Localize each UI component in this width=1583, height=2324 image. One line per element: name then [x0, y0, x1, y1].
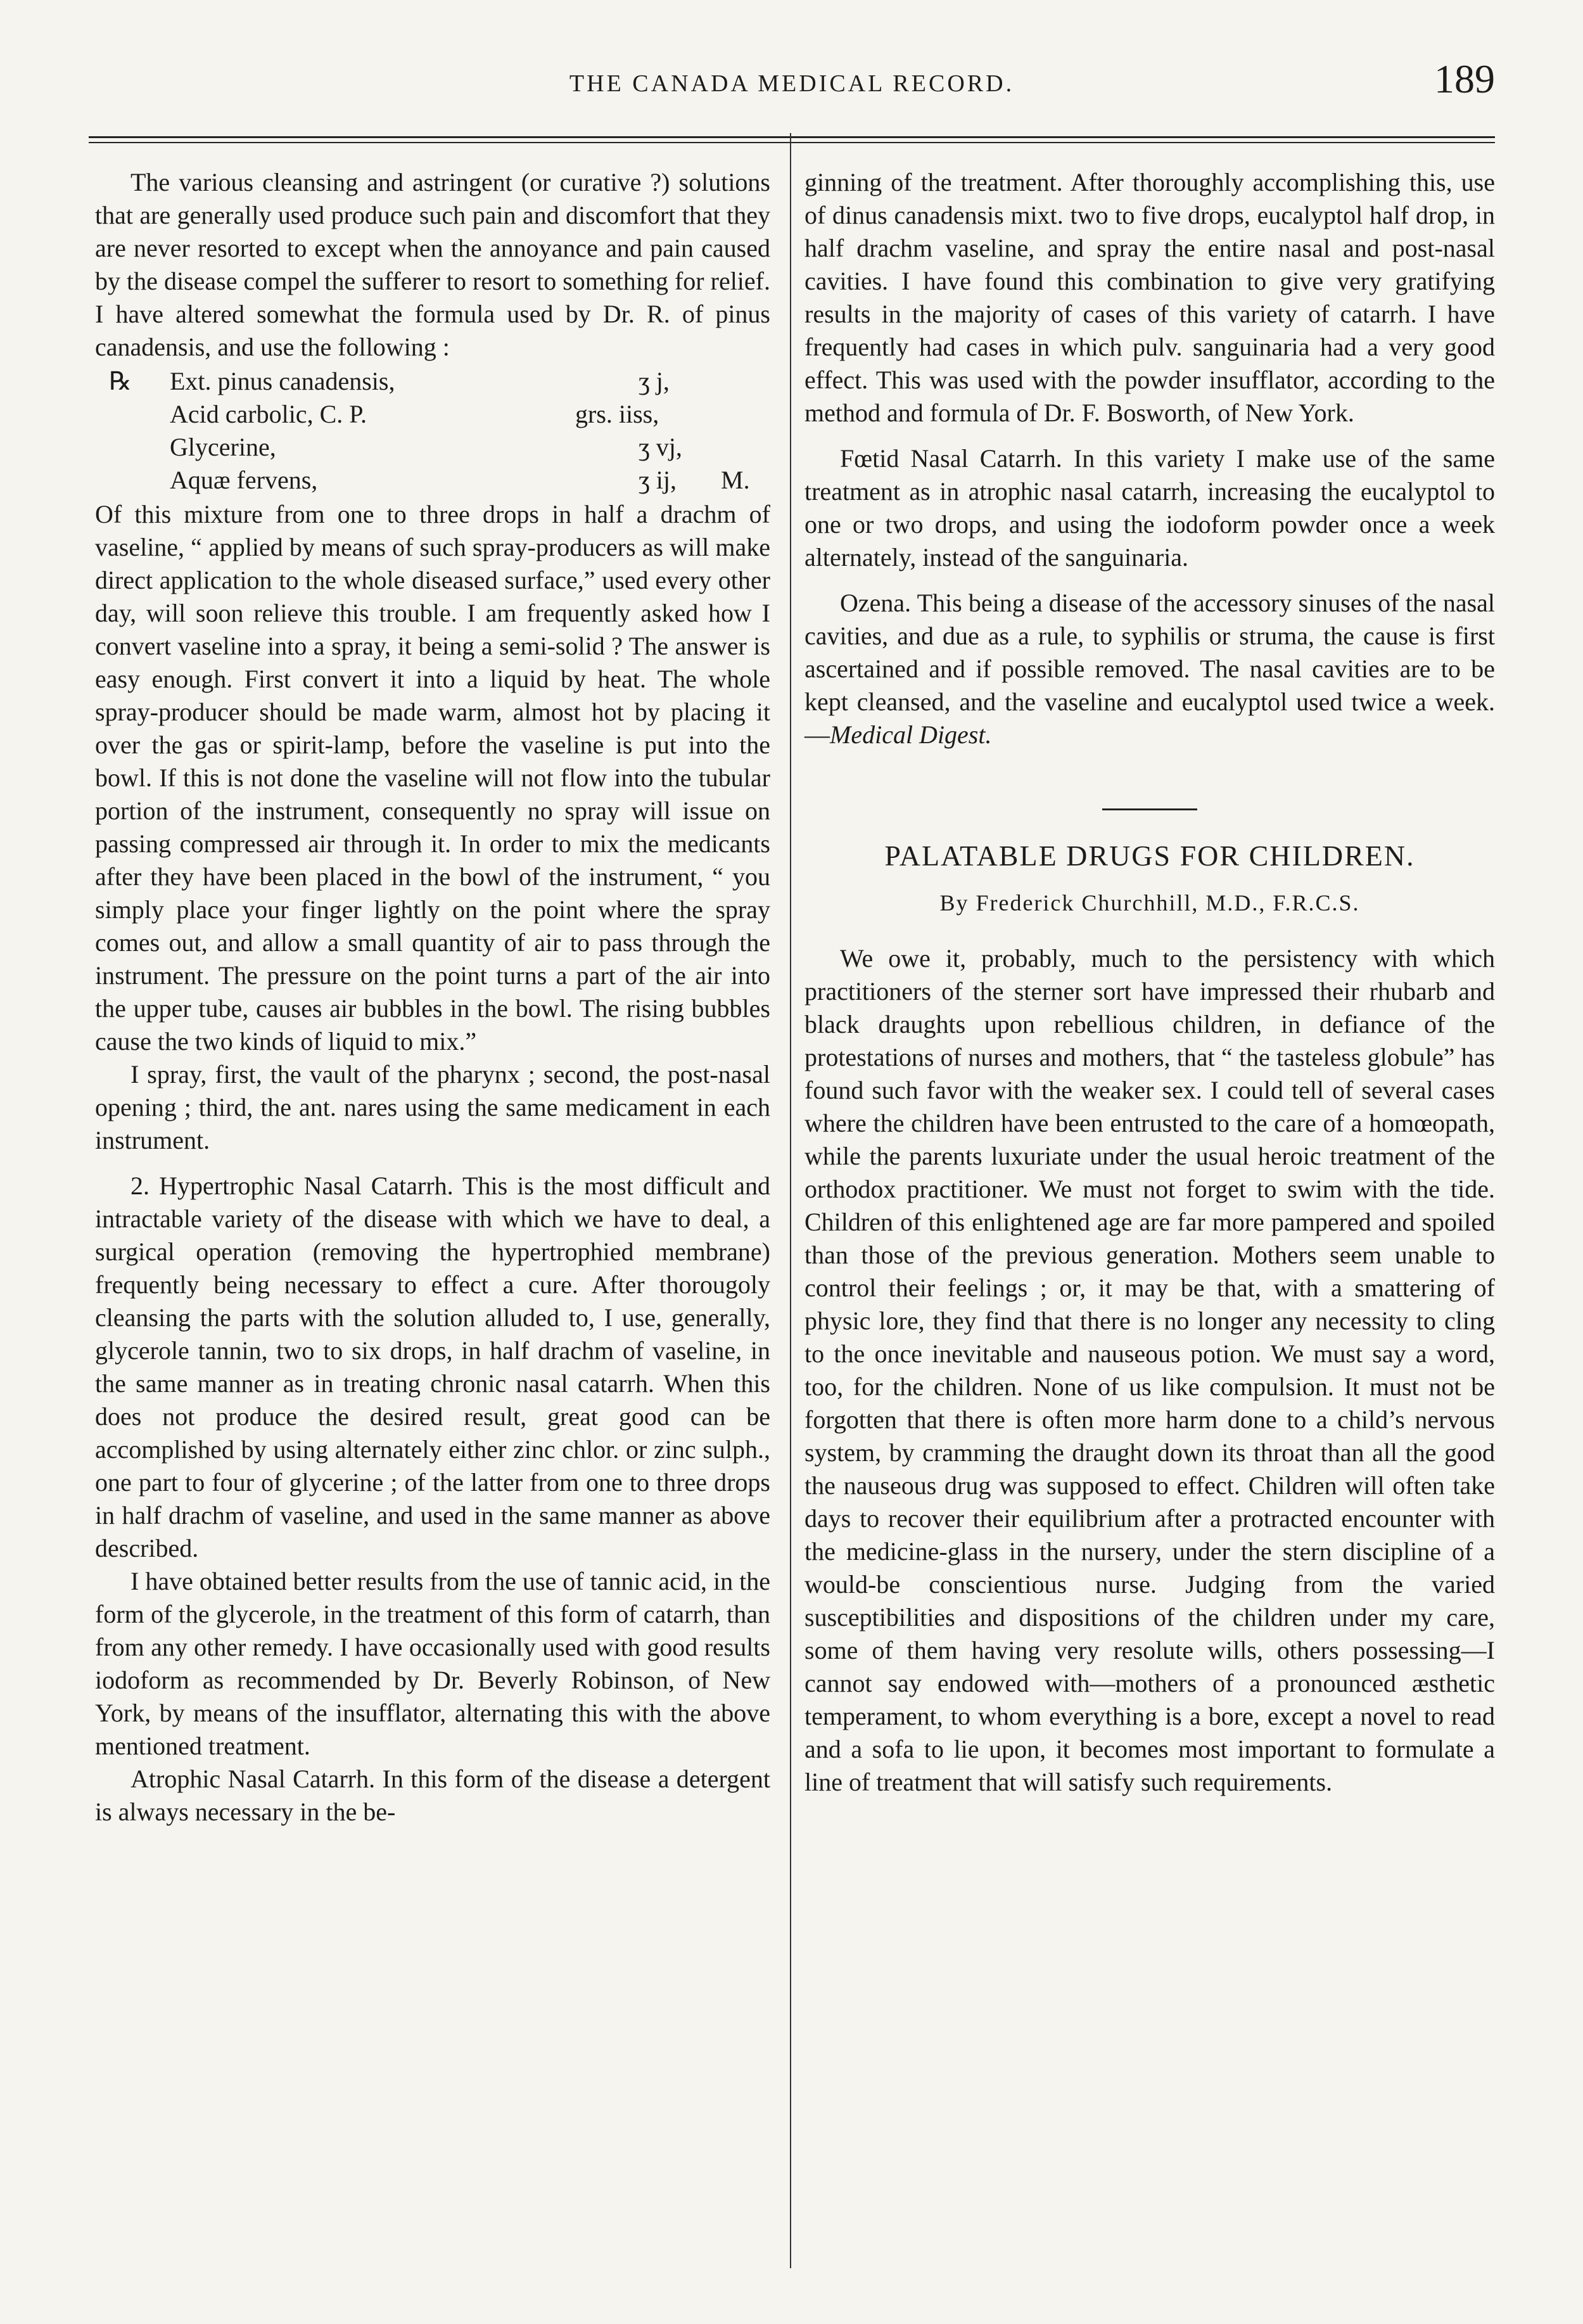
amount: ʒ ij, — [639, 466, 677, 494]
prescription-line — [170, 431, 770, 464]
paragraph: Of this mixture from one to three drops in half a drachm of vaseline, “ applied by means of such spray-producers as will make direct application to the whole diseased surface,” used every other day, will soon relieve this trouble. I am frequently asked how I convert vaseline into a spray, it being a semi-solid ? The answer is easy enough. First convert it into a liquid by heat. The whole spray-producer should be made warm, almost hot by placing it over the gas or spirit-lamp, before the vaseline is put into the bowl. If this is not done the vaseline will not flow into the tubular portion of the instrument, consequently no spray will issue on passing compressed air through it. In order to mix the medicants after they have been placed in the bowl of the instrument, “ you simply place your finger lightly on the point where the spray comes out, and allow a small quantity of air to pass through the instrument. The pressure on the point turns a part of the air into the upper tube, causes air bubbles in the bowl. The rising bubbles cause the two kinds of liquid to mix.” — [95, 500, 770, 1056]
source-citation: Medical Digest. — [830, 720, 992, 749]
amount: ʒ vj, — [639, 433, 682, 461]
ingredient: Glycerine, — [170, 433, 276, 461]
paragraph: ginning of the treatment. After thoroughly accomplishing this, use of dinus canadensis mixt. two to five drops, eucalyptol half drop, in half drachm vaseline, and spray the entire nasal and post-nasal cavities. I have found this combination to give very gratifying results in the majority of cases of this variety of catarrh. I have frequently had cases in which pulv. sanguinaria had a very good effect. This was used with the powder insufflator, according to the method and formula of Dr. F. Bosworth, of New York. — [804, 168, 1495, 427]
header-rule-thin — [89, 142, 1495, 143]
paragraph: I have obtained better results from the use of tannic acid, in the form of the glycerole, in the treatment of this form of catarrh, than from any other remedy. I have occasionally used with good results iodoform as recommended by Dr. Beverly Robinson, of New York, by means of the insufflator, alternating this with the above mentioned treatment. — [95, 1567, 770, 1760]
misce-mark: M. — [721, 466, 750, 494]
prescription — [95, 365, 770, 497]
prescription-line — [170, 365, 770, 398]
paragraph: 2. Hypertrophic Nasal Catarrh. This is the most difficult and intractable variety of the disease with which we have to deal, a surgical operation (removing the hypertrophied membrane) frequently being necessary to effect a cure. After thorougoly cleansing the parts with the solution alluded to, I use, generally, glycerole tannin, two to six drops, in half drachm of vaseline, in the same manner as in treating chronic nasal catarrh. When this does not produce the desired result, great good can be accomplished by using alternately either zinc chlor. or zinc sulph., one part to four of glycerine ; of the latter from one to three drops in half drachm of vaseline, and used in the same manner as above described. — [95, 1172, 770, 1562]
journal-title: THE CANADA MEDICAL RECORD. — [569, 70, 1015, 97]
recipe-symbol: ℞ — [109, 367, 132, 395]
right-column — [804, 166, 1495, 1799]
ingredient: Ext. pinus canadensis, — [170, 367, 395, 395]
prescription-line — [170, 464, 770, 497]
paragraph: Fœtid Nasal Catarrh. In this variety I make use of the same treatment as in atrophic nasal catarrh, increasing the eucalyptol to one or two drops, and using the iodoform powder once a week alternately, instead of the sanguinaria. — [804, 444, 1495, 571]
amount: ʒ j, — [639, 367, 670, 395]
paragraph: We owe it, probably, much to the persistency with which practitioners of the sterner sort have impressed their rhubarb and black draughts upon rebellious children, in defiance of the protestations of nurses and mothers, that “ the tasteless globule” has found such favor with the weaker sex. I could tell of several cases where the children have been entrusted to the care of a homœopath, while the parents luxuriate under the usual heroic treatment of the orthodox practitioner. We must not forget to swim with the tide. Children of this enlightened age are far more pampered and spoiled than those of the previous generation. Mothers seem unable to control their feelings ; or, it may be that, with a smattering of physic lore, they find that there is no longer any necessity to cling to the once inevitable and nauseous potion. We must say a word, too, for the children. None of us like compulsion. It must not be forgotten that there is often more harm done to a child’s nervous system, by cramming the draught down its throat than all the good the nauseous drug was supposed to effect. Children will often take days to recover their equilibrium after a protracted encounter with the medicine-glass in the nursery, under the stern discipline of a would-be conscientious nurse. Judging from the varied susceptibilities and dispositions of the children under my care, some of them having very resolute wills, others possessing—I cannot say endowed with—mothers of a pronounced æsthetic temperament, to whom everything is a bore, except a novel to read and a sofa to lie upon, it becomes most important to formulate a line of treatment that will satisfy such requirements. — [804, 944, 1495, 1796]
header-rule-thick — [89, 136, 1495, 138]
ingredient: Aquæ fervens, — [170, 466, 318, 494]
left-column — [95, 166, 770, 1829]
paragraph — [804, 587, 1495, 751]
section-divider — [1102, 808, 1197, 810]
amount: grs. iiss, — [575, 400, 659, 428]
page-number: 189 — [1434, 56, 1495, 101]
prescription-line — [170, 398, 770, 431]
article-title: PALATABLE DRUGS FOR CHILDREN. — [884, 840, 1415, 872]
page-header — [89, 56, 1495, 113]
paragraph: The various cleansing and astringent (or curative ?) solutions that are generally used produce such pain and discomfort that they are never resorted to except when the annoyance and pain caused by the disease compel the sufferer to resort to something for relief. I have altered somewhat the formula used by Dr. R. of pinus canadensis, and use the following : — [95, 168, 770, 361]
ingredient: Acid carbolic, C. P. — [170, 400, 367, 428]
paragraph: I spray, first, the vault of the pharynx ; second, the post-nasal opening ; third, the ant. nares using the same medicament in each instrument. — [95, 1060, 770, 1154]
article-byline: By Frederick Churchhill, M.D., F.R.C.S. — [939, 890, 1360, 916]
column-divider — [790, 133, 791, 2268]
paragraph-text: Ozena. This being a disease of the accessory sinuses of the nasal cavities, and due as a rule, to syphilis or struma, the cause is first ascertained and if possible removed. The nasal cavities are to be kept cleansed, and the vaseline and eucalyptol used twice a week.— — [804, 589, 1495, 749]
paragraph: Atrophic Nasal Catarrh. In this form of the disease a detergent is always necessary in the be- — [95, 1765, 770, 1826]
